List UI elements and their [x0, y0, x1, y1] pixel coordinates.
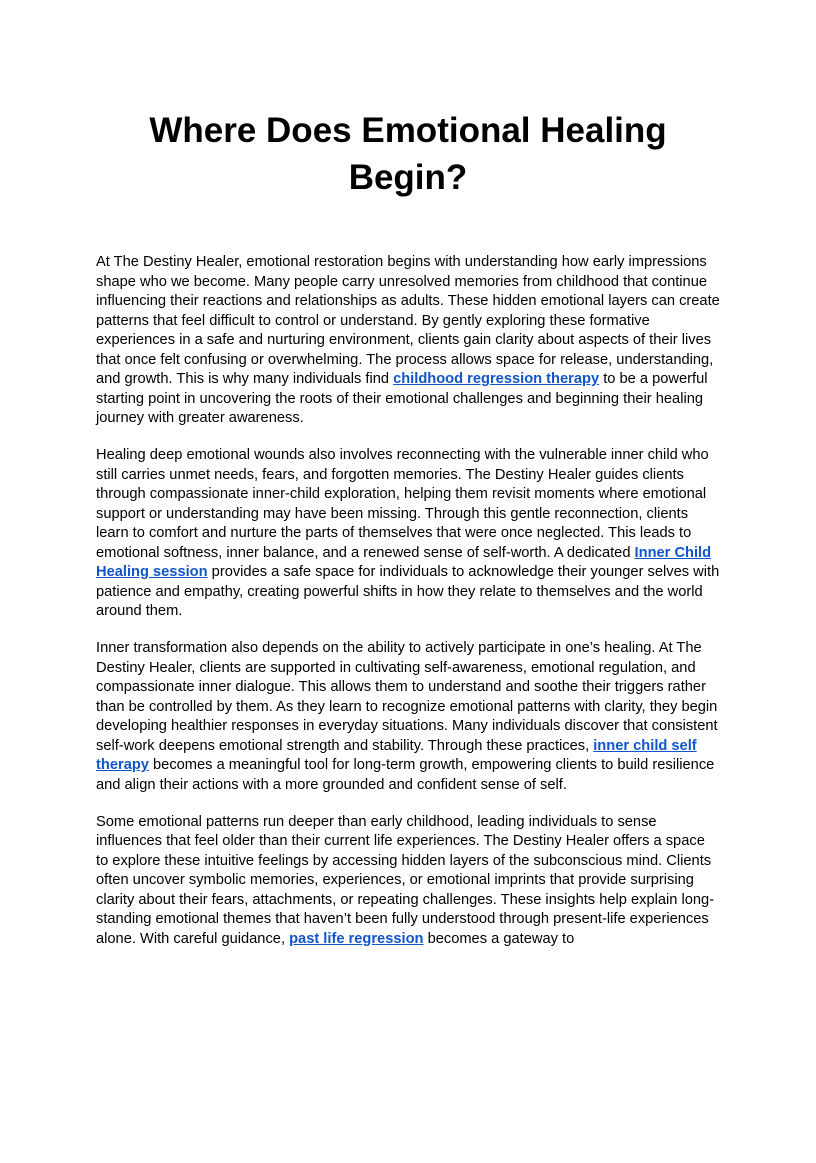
inline-link-childhood-regression-therapy[interactable]: childhood regression therapy — [393, 371, 600, 387]
paragraph-text: Healing deep emotional wounds also involves reconnecting with the vulnerable inner child who still carries unmet needs, fears, and forgotten memories. The Destiny Healer guides clients through compassionate inner-child exploration, helping them revisit moments where emotional support or understanding may have been missing. Through this gentle reconnection, clients learn to comfort and nurture the parts of themselves that were once neglected. This leads to emotional softness, inner balance, and a renewed sense of self-worth. A dedicated — [96, 447, 709, 561]
paragraph-text: Some emotional patterns run deeper than early childhood, leading individuals to sense influences that feel older than their current life experiences. The Destiny Healer offers a space to explore these intuitive feelings by accessing hidden layers of the subconscious mind. Clients often uncover symbolic memories, experiences, or emotional imprints that provide surprising clarity about their fears, attachments, or repeating challenges. These insights help explain long-standing emotional themes that haven’t been fully understood through present-life experiences alone. With careful guidance, — [96, 813, 715, 947]
paragraph-text: At The Destiny Healer, emotional restoration begins with understanding how early impressions shape who we become. Many people carry unresolved memories from childhood that continue influencing their reactions and relationships as adults. These hidden emotional layers can create patterns that feel difficult to control or understand. By gently exploring these formative experiences in a safe and nurturing environment, clients gain clarity about aspects of their lives that once felt confusing or overwhelming. The process allows space for release, understanding, and growth. This is why many individuals find — [96, 254, 720, 387]
paragraph-text: provides a safe space for individuals to acknowledge their younger selves with patience and empathy, creating powerful shifts in how they relate to themselves and the world around them. — [96, 564, 720, 619]
paragraph-text: becomes a meaningful tool for long-term growth, empowering clients to build resilience and align their actions with a more grounded and confident sense of self. — [96, 757, 715, 793]
paragraph — [96, 639, 720, 795]
inline-link-past-life-regression[interactable]: past life regression — [289, 930, 424, 947]
inline-link-inner-child-self-therapy[interactable]: inner child self therapy — [96, 737, 697, 773]
paragraph-text: to be a powerful starting point in uncovering the roots of their emotional challenges and beginning their healing journey with greater awareness. — [96, 371, 708, 426]
document-title: Where Does Emotional Healing Begin? — [149, 111, 667, 197]
paragraph — [96, 446, 720, 622]
paragraph-text: becomes a gateway to — [423, 930, 575, 947]
paragraph-text: Inner transformation also depends on the ability to actively participate in one’s healing. At The Destiny Healer, clients are supported in cultivating self-awareness, emotional regulation, and compassionate inner dialogue. This allows them to understand and soothe their triggers rather than be controlled by them. As they learn to recognize emotional patterns with clarity, they begin developing healthier responses in everyday situations. Many individuals discover that consistent self-work deepens emotional strength and stability. Through these practices, — [96, 640, 718, 754]
paragraph — [96, 253, 720, 429]
inline-link-inner-child-healing-session[interactable]: Inner Child Healing session — [96, 544, 712, 580]
document-page — [0, 107, 816, 1163]
paragraph — [96, 813, 720, 950]
document-body — [96, 253, 720, 949]
